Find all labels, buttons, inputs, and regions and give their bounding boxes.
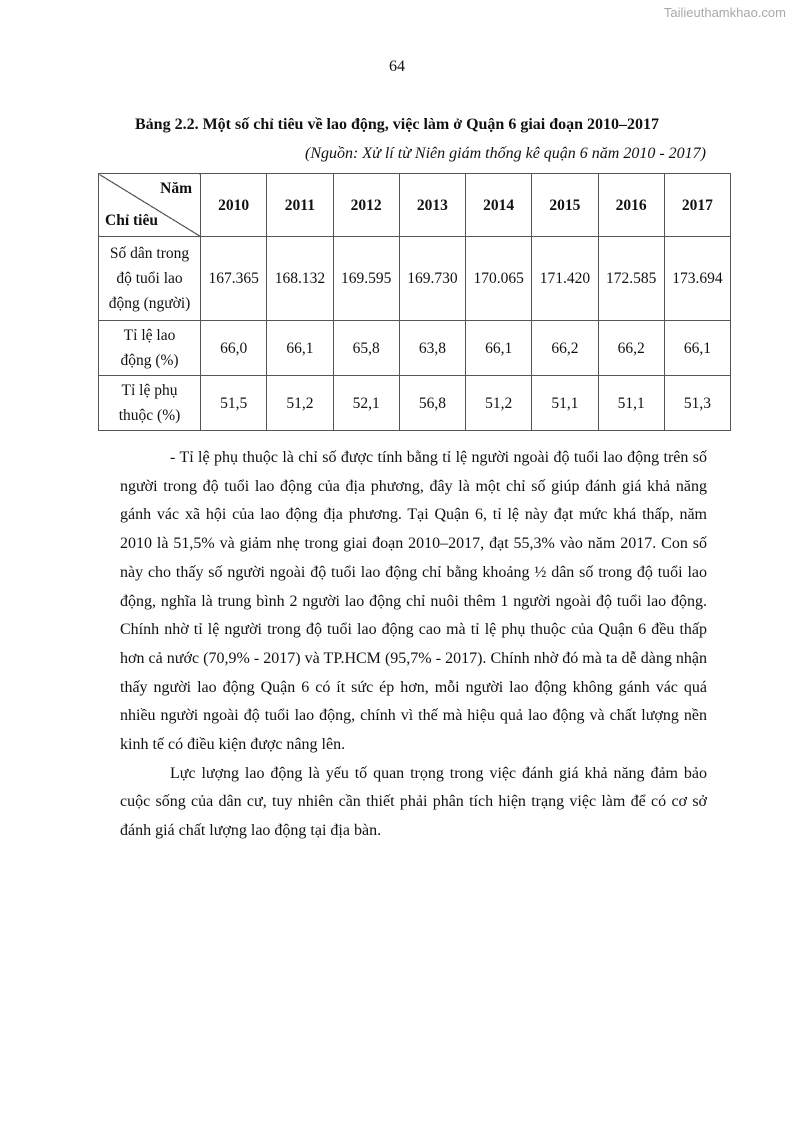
- table-title: Bảng 2.2. Một số chỉ tiêu về lao động, việc làm ở Quận 6 giai đoạn 2010–2017: [135, 116, 659, 133]
- table-cell: 170.065: [466, 237, 532, 321]
- year-header: 2016: [598, 174, 664, 237]
- paragraph: - Tỉ lệ phụ thuộc là chỉ số được tính bằng tỉ lệ người ngoài độ tuổi lao động trên số người trong độ tuổi lao động của địa phương, đây là một chỉ số giúp đánh giá khả năng gánh vác xã hội của lao động địa phương. Tại Quận 6, tỉ lệ này đạt mức khá thấp, năm 2010 là 51,5% và giảm nhẹ trong giai đoạn 2010–2017, đạt 55,3% vào năm 2017. Con số này cho thấy số người ngoài độ tuổi lao động chỉ bằng khoảng ½ dân số trong độ tuổi lao động, nghĩa là trung bình 2 người lao động chỉ nuôi thêm 1 người ngoài độ tuổi lao động. Chính nhờ tỉ lệ người trong độ tuổi lao động cao mà tỉ lệ phụ thuộc của Quận 6 đều thấp hơn cả nước (70,9% - 2017) và TP.HCM (95,7% - 2017). Chính nhờ đó mà ta dễ dàng nhận thấy người lao động Quận 6 có ít sức ép hơn, mỗi người lao động không gánh vác quá nhiều người ngoài độ tuổi lao động, chính vì thế mà hiệu quả lao động và chất lượng nền kinh tế có điều kiện được nâng lên.: [120, 449, 707, 754]
- table-header-row: [99, 174, 731, 237]
- table-cell: 66,1: [664, 321, 730, 376]
- row-label-line: Tỉ lệ phụ: [121, 382, 178, 399]
- row-label-cell: [99, 376, 201, 431]
- data-table: [98, 173, 731, 431]
- table-cell: 51,2: [466, 376, 532, 431]
- table-cell: 51,1: [598, 376, 664, 431]
- table-cell: 56,8: [399, 376, 465, 431]
- year-header: 2013: [399, 174, 465, 237]
- table-cell: 169.595: [333, 237, 399, 321]
- header-indicator-label: Chỉ tiêu: [105, 212, 158, 229]
- table-cell: 172.585: [598, 237, 664, 321]
- table-cell: 66,1: [466, 321, 532, 376]
- table-cell: 63,8: [399, 321, 465, 376]
- table-cell: 66,0: [201, 321, 267, 376]
- table-cell: 169.730: [399, 237, 465, 321]
- year-header: 2011: [267, 174, 333, 237]
- table-cell: 52,1: [333, 376, 399, 431]
- table-cell: 173.694: [664, 237, 730, 321]
- year-header: 2017: [664, 174, 730, 237]
- table-cell: 171.420: [532, 237, 598, 321]
- year-header: 2014: [466, 174, 532, 237]
- table-cell: 168.132: [267, 237, 333, 321]
- table-cell: 65,8: [333, 321, 399, 376]
- page-number: 64: [389, 58, 405, 75]
- table-cell: 167.365: [201, 237, 267, 321]
- row-label-line: động (người): [108, 295, 191, 312]
- year-header: 2010: [201, 174, 267, 237]
- table-cell: 66,2: [598, 321, 664, 376]
- paragraph: Lực lượng lao động là yếu tố quan trọng trong việc đánh giá khả năng đảm bảo cuộc sống của dân cư, tuy nhiên cần thiết phải phân tích hiện trạng việc làm để có cơ sở đánh giá chất lượng lao động tại địa bàn.: [120, 764, 707, 840]
- table-cell: 51,5: [201, 376, 267, 431]
- table-cell: 51,2: [267, 376, 333, 431]
- table-row-dependency-ratio: [99, 376, 731, 431]
- table-row-working-age-population: [99, 237, 731, 321]
- year-header: 2015: [532, 174, 598, 237]
- row-label-line: Tỉ lệ lao: [123, 327, 176, 344]
- year-header: 2012: [333, 174, 399, 237]
- table-cell: 66,2: [532, 321, 598, 376]
- row-label-cell: [99, 321, 201, 376]
- table-source: (Nguồn: Xử lí từ Niên giám thống kê quận 6 năm 2010 - 2017): [305, 145, 706, 162]
- table-cell: 66,1: [267, 321, 333, 376]
- table-cell: 51,3: [664, 376, 730, 431]
- header-year-label: Năm: [160, 180, 192, 197]
- row-label-line: độ tuổi lao: [116, 270, 183, 287]
- table-cell: 51,1: [532, 376, 598, 431]
- row-label-cell: [99, 237, 201, 321]
- row-label-line: thuộc (%): [118, 407, 181, 424]
- table-row-labor-rate: [99, 321, 731, 376]
- header-corner-cell: [99, 174, 201, 237]
- body-text: [120, 444, 707, 846]
- row-label-line: động (%): [120, 352, 179, 369]
- row-label-line: Số dân trong: [109, 245, 190, 262]
- watermark: Tailieuthamkhao.com: [663, 5, 786, 20]
